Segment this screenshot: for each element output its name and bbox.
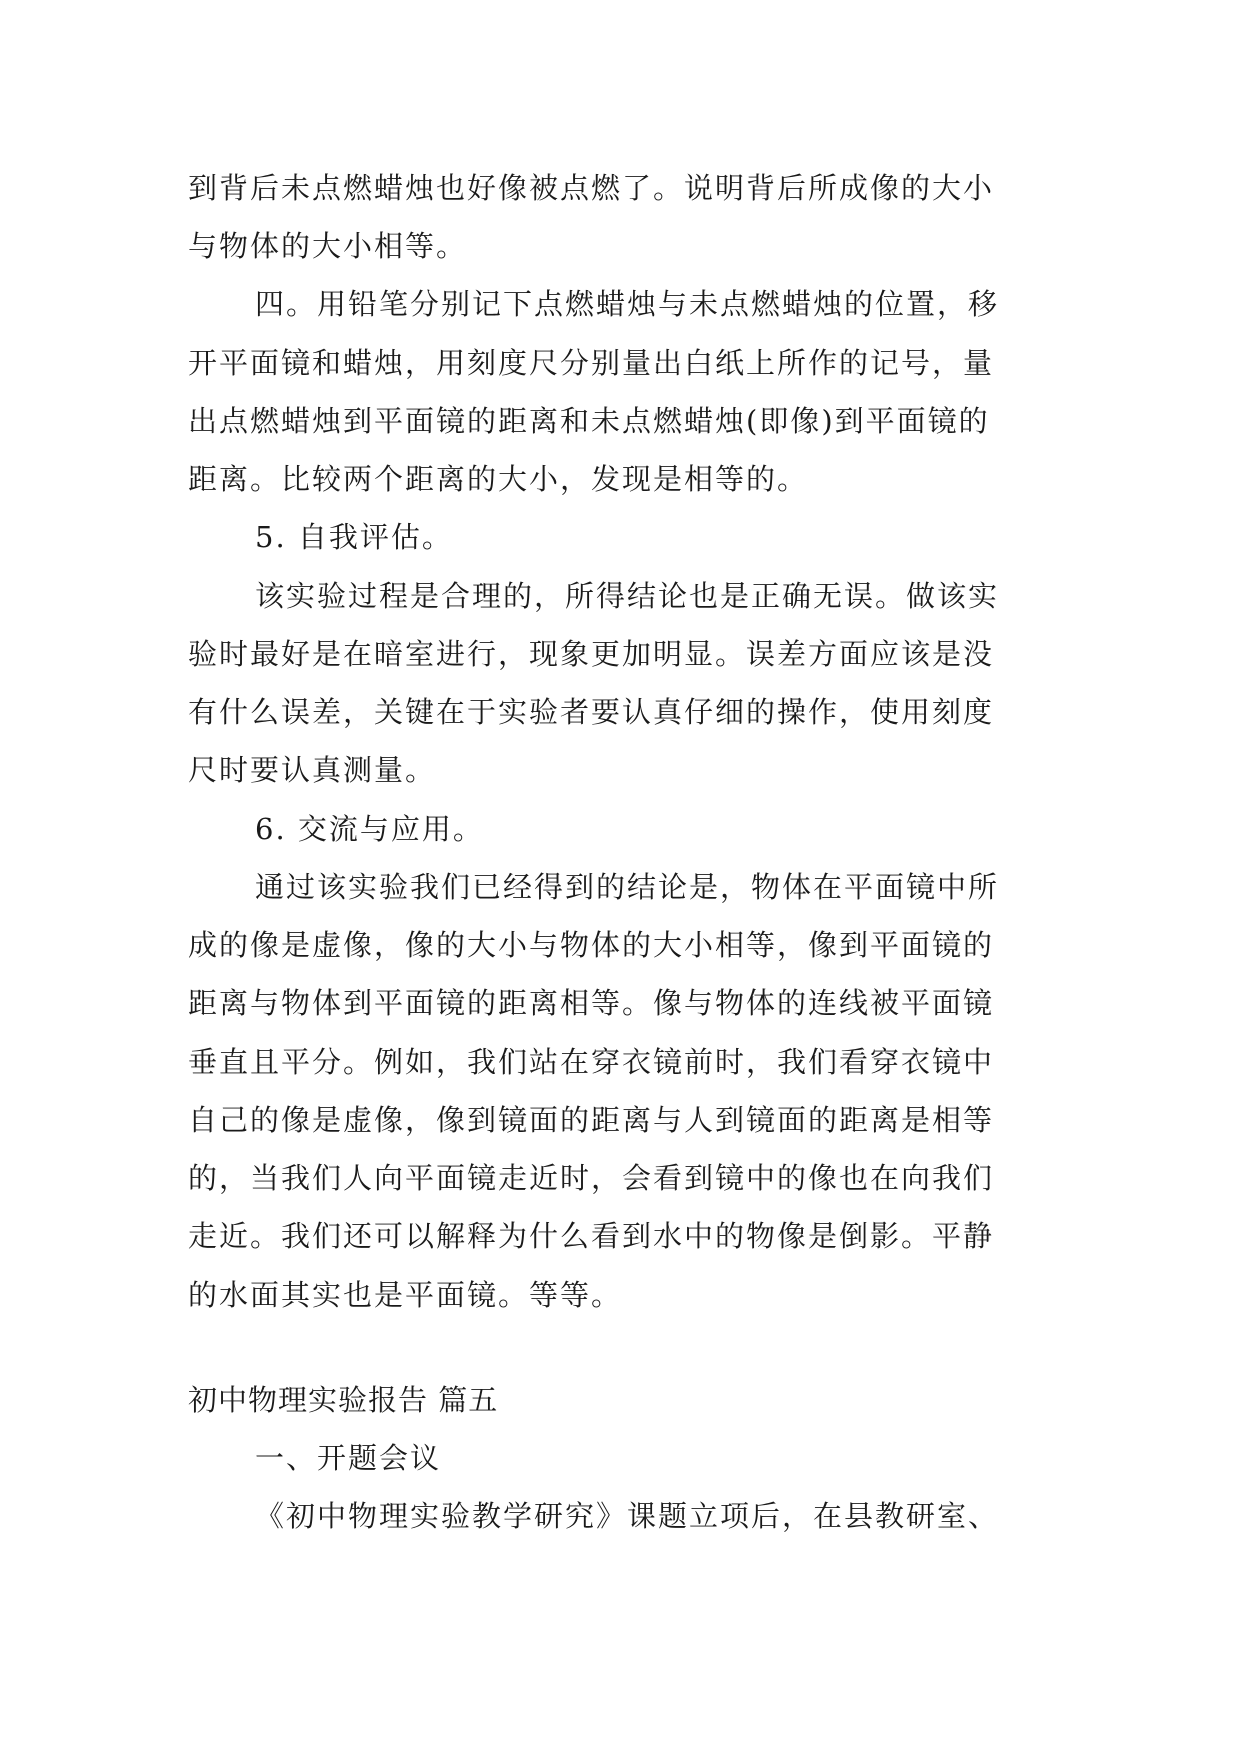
- paragraph-line: 距离与物体到平面镜的距离相等。像与物体的连线被平面镜: [188, 986, 995, 1020]
- section-item: 5. 自我评估。: [255, 520, 453, 554]
- paragraph-line: 验时最好是在暗室进行，现象更加明显。误差方面应该是没: [188, 637, 995, 671]
- paragraph-line: 有什么误差，关键在于实验者要认真仔细的操作，使用刻度: [188, 695, 995, 729]
- section-item: 一、开题会议: [255, 1441, 442, 1475]
- paragraph-line: 到背后未点燃蜡烛也好像被点燃了。说明背后所成像的大小: [188, 171, 995, 205]
- paragraph-line: 走近。我们还可以解释为什么看到水中的物像是倒影。平静: [188, 1219, 995, 1253]
- paragraph-line: 自己的像是虚像，像到镜面的距离与人到镜面的距离是相等: [188, 1103, 995, 1137]
- paragraph-line: 成的像是虚像，像的大小与物体的大小相等，像到平面镜的: [188, 928, 995, 962]
- section-item: 6. 交流与应用。: [255, 812, 484, 846]
- paragraph-line: 《初中物理实验教学研究》课题立项后，在县教研室、: [255, 1499, 1000, 1533]
- paragraph-line: 与物体的大小相等。: [188, 229, 468, 263]
- paragraph-line: 的水面其实也是平面镜。等等。: [188, 1278, 623, 1312]
- paragraph-line: 出点燃蜡烛到平面镜的距离和未点燃蜡烛(即像)到平面镜的: [188, 404, 990, 438]
- paragraph-line: 开平面镜和蜡烛，用刻度尺分别量出白纸上所作的记号，量: [188, 346, 995, 380]
- paragraph-line: 四。用铅笔分别记下点燃蜡烛与未点燃蜡烛的位置，移: [255, 287, 1000, 321]
- paragraph-line: 尺时要认真测量。: [188, 753, 437, 787]
- paragraph-line: 该实验过程是合理的，所得结论也是正确无误。做该实: [255, 579, 1000, 613]
- paragraph-line: 垂直且平分。例如，我们站在穿衣镜前时，我们看穿衣镜中: [188, 1045, 995, 1079]
- section-title: 初中物理实验报告 篇五: [188, 1383, 499, 1417]
- paragraph-line: 通过该实验我们已经得到的结论是，物体在平面镜中所: [255, 870, 1000, 904]
- paragraph-line: 的，当我们人向平面镜走近时，会看到镜中的像也在向我们: [188, 1161, 995, 1195]
- paragraph-line: 距离。比较两个距离的大小，发现是相等的。: [188, 462, 809, 496]
